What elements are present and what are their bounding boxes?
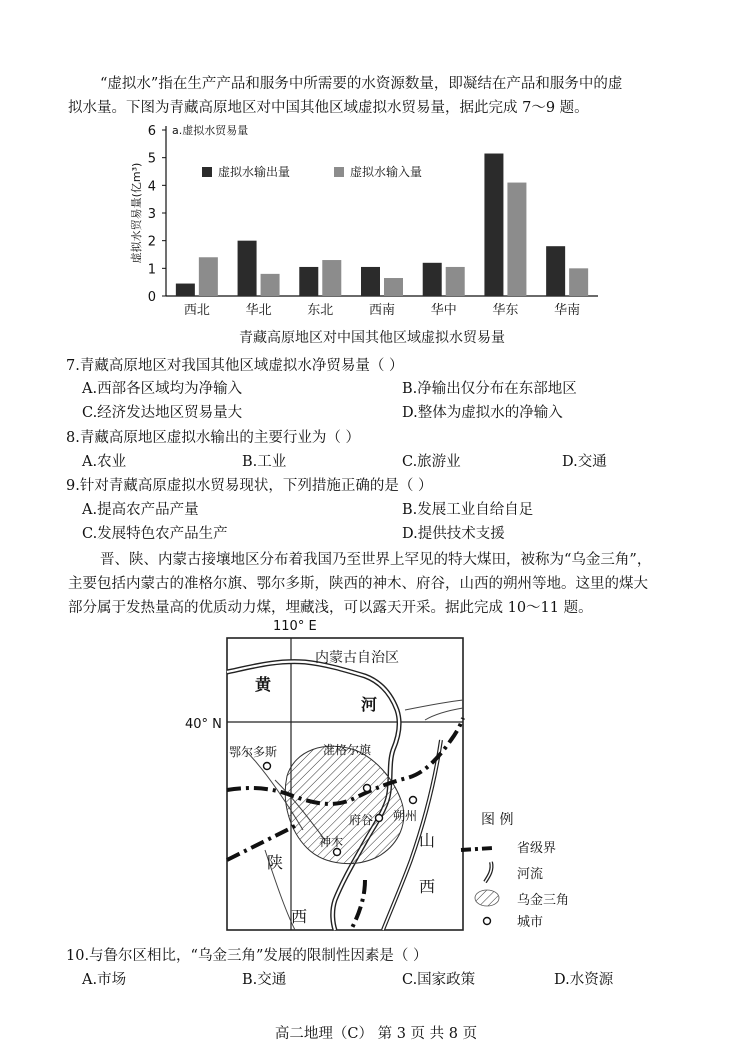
y-tick-label: 1 — [147, 262, 156, 278]
legend-boundary-symbol — [461, 848, 493, 850]
bar-output — [546, 246, 565, 296]
q7-option-d[interactable]: D.整体为虚拟水的净输入 — [402, 405, 563, 421]
y-tick-label: 0 — [147, 290, 156, 305]
y-tick-label: 3 — [147, 207, 156, 222]
city-erdos-label: 鄂尔多斯 — [229, 745, 278, 759]
city-shuozhou-label: 朔州 — [393, 809, 418, 823]
q7-option-b[interactable]: B.净输出仅分布在东部地区 — [402, 381, 577, 397]
q9-option-b[interactable]: B.发展工业自给自足 — [402, 502, 534, 518]
q7-option-c[interactable]: C.经济发达地区贸易量大 — [82, 405, 243, 421]
intro1-line1: “虚拟水”指在生产产品和服务中所需要的水资源数量，即凝结在产品和服务中的虚 — [100, 76, 623, 92]
label-shaan1: 陕 — [267, 853, 284, 872]
virtual-water-bar-chart — [128, 118, 606, 350]
provincial-boundary-west — [227, 826, 295, 860]
label-shaan2: 西 — [291, 907, 308, 926]
x-tick-label: 华中 — [430, 303, 457, 318]
city-erdos-marker — [264, 763, 271, 770]
q9-option-d[interactable]: D.提供技术支援 — [402, 526, 505, 542]
chart-caption: 青藏高原地区对中国其他区域虚拟水贸易量 — [239, 330, 505, 346]
legend-boundary-label: 省级界 — [517, 841, 557, 856]
label-shan1: 山 — [419, 831, 436, 850]
q8-option-a[interactable]: A.农业 — [82, 454, 127, 470]
x-tick-label: 西南 — [368, 303, 396, 318]
q9-option-a[interactable]: A.提高农产品产量 — [82, 502, 199, 518]
x-tick-label: 华南 — [554, 303, 581, 318]
wujin-triangle-area — [285, 746, 404, 863]
bar-output — [299, 267, 318, 296]
intro2-line3: 部分属于发热量高的优质动力煤，埋藏浅，可以露天开采。据此完成 10～11 题。 — [68, 600, 593, 616]
provincial-boundary-south — [351, 880, 365, 930]
y-tick-label: 6 — [147, 124, 156, 139]
q8-stem: 8.青藏高原地区虚拟水输出的主要行业为（ ） — [66, 430, 360, 446]
legend-swatch — [202, 167, 212, 177]
legend-triangle-label: 乌金三角 — [517, 893, 570, 908]
bar-output — [423, 263, 442, 296]
q9-option-c[interactable]: C.发展特色农产品生产 — [82, 526, 228, 542]
intro1-line2: 拟水量。下图为青藏高原地区对中国其他区域虚拟水贸易量，据此完成 7～9 题。 — [68, 100, 589, 116]
x-tick-label: 西北 — [183, 303, 210, 318]
label-he: 河 — [361, 695, 378, 714]
q7-stem: 7.青藏高原地区对我国其他区域虚拟水净贸易量（ ） — [66, 358, 404, 374]
q9-stem: 9.针对青藏高原虚拟水贸易现状，下列措施正确的是（ ） — [66, 478, 433, 494]
legend-city-label: 城市 — [517, 915, 544, 930]
bar-output — [361, 267, 380, 296]
bar-input — [446, 267, 465, 296]
bar-input — [199, 257, 218, 296]
bar-input — [507, 183, 526, 296]
city-shenmu-marker — [334, 849, 341, 856]
bar-output — [176, 284, 195, 296]
legend-title: 图 例 — [481, 812, 514, 828]
label-huang: 黄 — [255, 675, 272, 694]
q7-option-a[interactable]: A.西部各区域均为净输入 — [82, 381, 243, 397]
legend-label: 虚拟水输入量 — [350, 165, 423, 179]
label-shan2: 西 — [419, 877, 436, 896]
y-tick-label: 4 — [147, 179, 156, 195]
x-tick-label: 华北 — [245, 303, 272, 318]
page-footer: 高二地理（C） 第 3 页 共 8 页 — [274, 1026, 478, 1042]
x-tick-label: 东北 — [307, 303, 334, 318]
legend-triangle-symbol — [475, 890, 499, 906]
q10-option-b[interactable]: B.交通 — [242, 972, 287, 988]
bar-input — [322, 260, 341, 296]
bar-input — [569, 268, 588, 296]
q8-option-b[interactable]: B.工业 — [242, 454, 287, 470]
q10-option-c[interactable]: C.国家政策 — [402, 972, 476, 988]
bar-output — [238, 241, 257, 296]
q10-option-d[interactable]: D.水资源 — [554, 972, 614, 988]
city-shenmu-label: 神木 — [319, 835, 344, 849]
y-tick-label: 5 — [147, 151, 156, 167]
chart-title: a.虚拟水贸易量 — [172, 124, 249, 137]
city-zhungeer-label: 准格尔旗 — [323, 743, 372, 757]
q10-option-a[interactable]: A.市场 — [82, 972, 127, 988]
bar-output — [484, 154, 503, 296]
wujin-triangle-map — [185, 610, 575, 940]
lon-label: 110° E — [273, 619, 317, 634]
q10-stem: 10.与鲁尔区相比，“乌金三角”发展的限制性因素是（ ） — [66, 948, 428, 964]
legend-label: 虚拟水输出量 — [218, 165, 291, 179]
intro2-line1: 晋、陕、内蒙古接壤地区分布着我国乃至世界上罕见的特大煤田，被称为“乌金三角”， — [100, 552, 652, 568]
city-fugu-marker — [376, 815, 383, 822]
q8-option-d[interactable]: D.交通 — [562, 454, 607, 470]
x-tick-label: 华东 — [492, 303, 519, 318]
bar-input — [261, 274, 280, 296]
legend-river-label: 河流 — [517, 867, 544, 882]
label-nmg: 内蒙古自治区 — [315, 650, 399, 666]
lat-label: 40° N — [185, 717, 222, 732]
legend-swatch — [334, 167, 344, 177]
intro2-line2: 主要包括内蒙古的准格尔旗、鄂尔多斯，陕西的神木、府谷，山西的朔州等地。这里的煤大 — [68, 576, 648, 592]
city-zhungeer-marker — [364, 785, 371, 792]
city-shuozhou-marker — [410, 797, 417, 804]
y-tick-label: 2 — [147, 234, 156, 250]
bar-input — [384, 278, 403, 296]
y-axis-label: 虚拟水贸易量(亿m³) — [130, 162, 143, 264]
q8-option-c[interactable]: C.旅游业 — [402, 454, 461, 470]
legend-city-symbol — [484, 918, 491, 925]
city-fugu-label: 府谷 — [349, 813, 374, 827]
